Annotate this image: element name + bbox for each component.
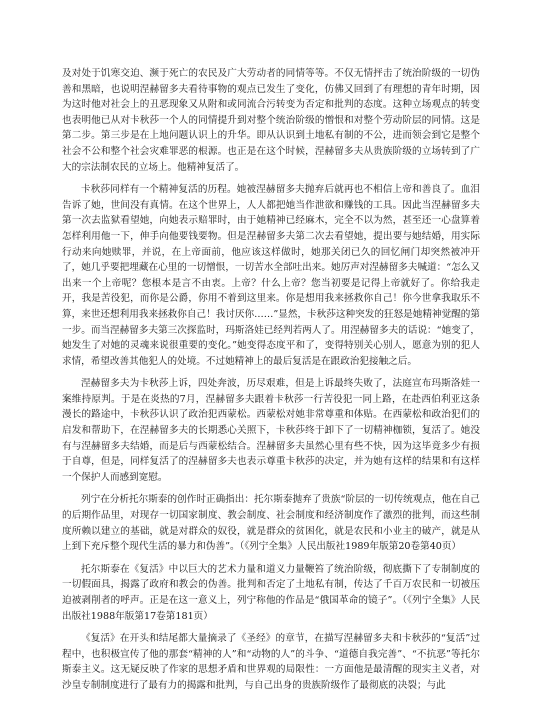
paragraph-5: 托尔斯泰在《复活》中以巨大的艺术力量和道义力量鞭笞了统治阶级，彻底撕下了专制制度的一切假面具，揭露了政府和教会的伪善。批判和否定了土地私有制，传达了千百万农民和一切被压迫被剥削者的呼声。正是在这一意义上，列宁称他的作品是“俄国革命的镜子”。（《列宁全集》人民出版社1988年版第17卷第181页） xyxy=(62,563,480,622)
paragraph-1: 及对处于饥寒交迫、濒于死亡的农民及广大劳动者的同情等等。不仅无情抨击了统治阶级的一切伪善和黑暗，也说明涅赫留多夫看待事物的观点已发生了变化，仿佛又回到了有理想的青年时期，因为这时他对社会上的丑恶现象又从附和或同流合污转变为否定和批判的态度。这种立场观点的转变也表明他已从对卡秋莎一个人的同情提升到对整个统治阶级的憎恨和对整个劳动阶层的同情。这是第二步。第三步是在上地问题认识上的升华。即从认识到土地私有制的不公，进而领会到它是整个社会不公和整个社会灾难罪恶的根源。也正是在这个时候，涅赫留多夫从贵族阶级的立场转到了广大的宗法制农民的立场上。他精神复活了。 xyxy=(62,68,480,173)
document-page xyxy=(62,66,480,701)
paragraph-4: 列宁在分析托尔斯泰的创作时正确指出：托尔斯泰抛弃了贵族“阶层的一切传统观点，他在自己的后期作品里，对现存一切国家制度、教会制度、社会制度和经济制度作了激烈的批判，而这些制度所赖以建立的基础，就是对群众的奴役，就是群众的贫困化，就是农民和小业主的破产，就是从上到下充斥整个现代生活的暴力和伪善”。（《列宁全集》人民出版社1989年版第20卷第40页） xyxy=(62,494,480,553)
paragraph-3: 涅赫留多夫为卡秋莎上诉，四处奔波，历尽艰难，但是上诉最终失败了，法庭宣布玛斯洛娃一案维持原判。于是在炎热的7月，涅赫留多夫跟着卡秋莎一行苦役犯一同上路，在赴西伯利亚这条漫长的路途中，卡秋莎认识了政治犯西蒙松。西蒙松对她非常尊重和体贴。在西蒙松和政治犯们的启发和帮助下，在涅赫留多夫的长期悉心关照下，卡秋莎终于卸下了一切精神枷锁，复活了。她没有与涅赫留多夫结婚，而是后与西蒙松结合。涅赫留多夫虽然心里有些不快，因为这毕竟多少有损于自尊，但是，同样复活了的涅赫留多夫也表示尊重卡秋莎的决定，并为她有这样的结果和有这样一个保护人而感到宽慰。 xyxy=(62,378,480,483)
paragraph-2: 卡秋莎同样有一个精神复活的历程。她被涅赫留多夫抛弃后就再也不相信上帝和善良了。血泪告诉了她，世间没有真情。在这个世界上，人人都把她当作泄欲和赚钱的工具。因此当涅赫留多夫第一次去监狱看望她，向她表示赔罪时，由于她精神已经麻木，完全不以为然，甚至还一心盘算着怎样利用他一下，伸手向他要钱要物。但是涅赫留多夫第二次去看望她，提出要与她结婚，用实际行动来向她赎罪，并说，在上帝面前，他应该这样做时，她那关闭已久的回忆闸门却突然被冲开了，她几乎要把埋藏在心里的一切憎恨，一切苦水全部吐出来。她厉声对涅赫留多夫喊道：“怎么又出来一个上帝呢？您根本是言不由衷。上帝？什么上帝？您当初要是记得上帝就好了。你给我走开，我是苦役犯，而你是公爵，你用不着到这里来。你是想用我来拯救你自己！你今世拿我取乐不算，来世还想利用我来拯救你自己！我讨厌你……”显然，卡秋莎这种突发的狂怒是她精神觉醒的第一步。而当涅赫留多夫第三次探监时，玛斯洛娃已经判若两人了。用涅赫留多夫的话说：“她变了，她发生了对她的灵魂来说很重要的变化。”她变得态度平和了，变得特别关心别人，愿意为别的犯人求情，希望改善其他犯人的处境。不过她精神上的最后复活是在跟政治犯接触之后。 xyxy=(62,184,480,367)
paragraph-6: 《复活》在开头和结尾都大量摘录了《圣经》的章节，在描写涅赫留多夫和卡秋莎的“复活”过程中，也积极宣传了他的那套“精神的人”和“动物的人”的斗争、“道德自我完善”、“不抗恶”等托尔斯泰主义。这无疑反映了作家的思想矛盾和世界观的局限性：一方面他是最清醒的现实主义者，对沙皇专制制度进行了最有力的揭露和批判，与自己出身的贵族阶级作了最彻底的决裂；与此 xyxy=(62,633,480,691)
